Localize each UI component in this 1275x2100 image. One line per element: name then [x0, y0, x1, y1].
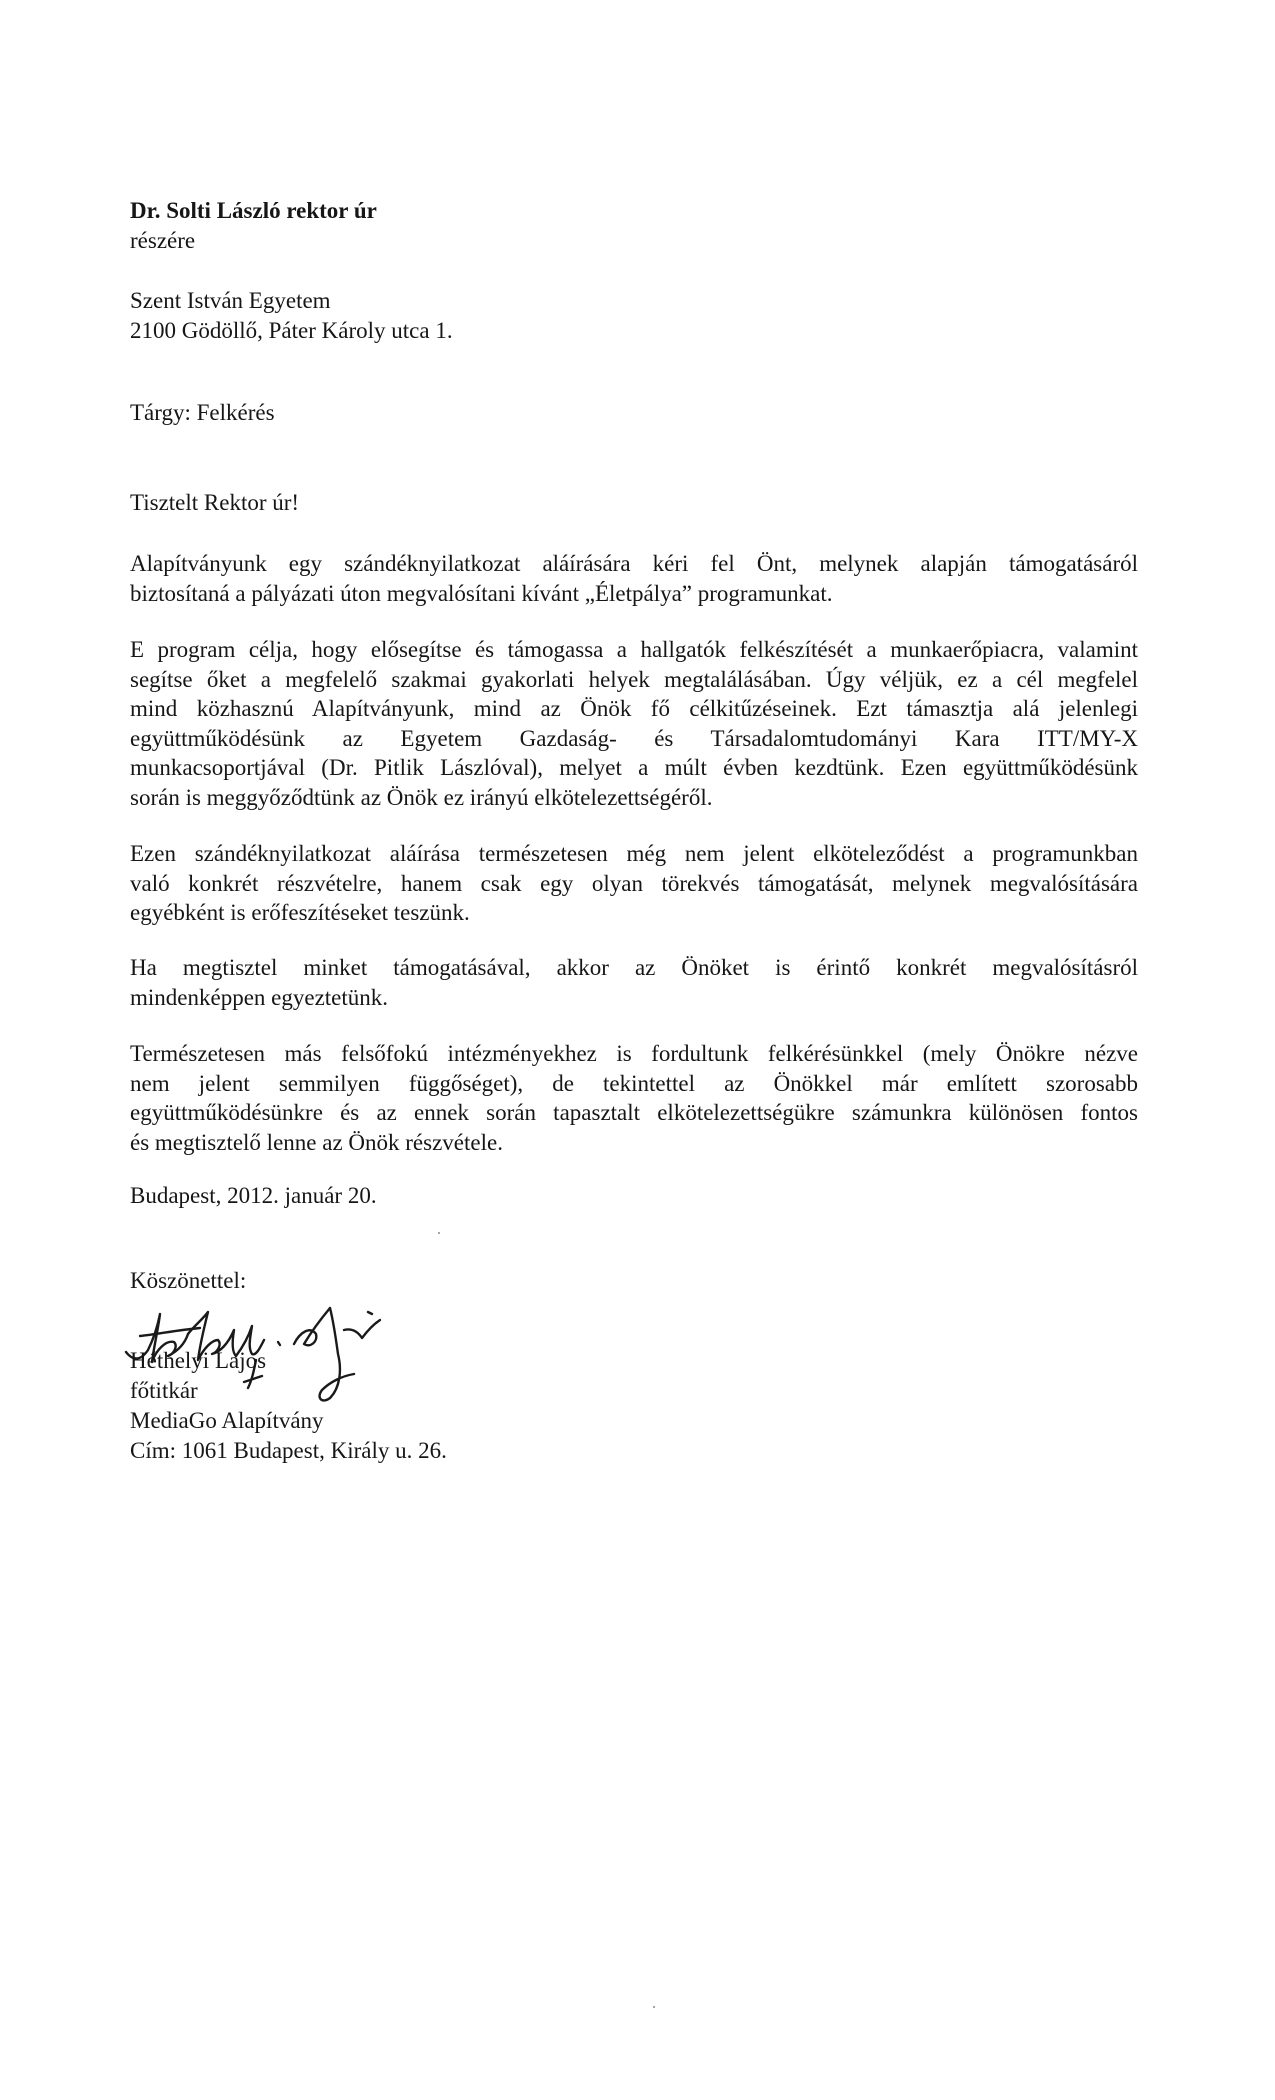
closing: Köszönettel: [130, 1268, 247, 1293]
paragraph-line: mind közhasznú Alapítványunk, mind az Önök fő célkitűzéseinek. Ezt támasztja alá jelenlegi [130, 696, 1138, 721]
paragraph-line: munkacsoportjával (Dr. Pitlik Lászlóval), melyet a múlt évben kezdtünk. Ezen együttműködésünk [130, 755, 1138, 780]
recipient-for: részére [130, 228, 196, 253]
paragraph-line: Ha megtisztel minket támogatásával, akkor az Önöket is érintő konkrét megvalósításról [130, 955, 1138, 980]
paragraph-line: való konkrét részvételre, hanem csak egy olyan törekvés támogatását, melynek megvalósítására [130, 870, 1138, 896]
paragraph-line: biztosítaná a pályázati úton megvalósítani kívánt „Életpálya” programunkat. [130, 580, 833, 606]
sender-organization: MediaGo Alapítvány [130, 1408, 324, 1433]
scan-speck [438, 1232, 440, 1234]
recipient-institution: Szent István Egyetem [130, 288, 331, 313]
paragraph-line: Alapítványunk egy szándéknyilatkozat aláírására kéri fel Önt, melynek alapján támogatásáról [130, 551, 1138, 576]
paragraph-line: mindenképpen egyeztetünk. [130, 984, 389, 1010]
paragraph-line: során is meggyőződtünk az Önök ez irányú elkötelezettségéről. [130, 784, 713, 810]
paragraph-5 [130, 1039, 1138, 1157]
paragraph-2 [130, 635, 1138, 812]
paragraph-line: egyébként is erőfeszítéseket teszünk. [130, 900, 470, 925]
salutation: Tisztelt Rektor úr! [130, 490, 300, 515]
paragraph-line: együttműködésünk az Egyetem Gazdaság- és Társadalomtudományi Kara ITT/MY-X [130, 725, 1138, 751]
paragraph-line: segítse őket a megfelelő szakmai gyakorlati helyek megtalálásában. Úgy véljük, ez a cél megfelel [130, 666, 1138, 692]
subject-line: Tárgy: Felkérés [130, 400, 275, 425]
paragraph-line: Ezen szándéknyilatkozat aláírása természetesen még nem jelent elköteleződést a programunkban [130, 841, 1138, 866]
paragraph-line: nem jelent semmilyen függőséget), de tekintettel az Önökkel már említett szorosabb [130, 1070, 1138, 1096]
recipient-name: Dr. Solti László rektor úr [130, 198, 377, 223]
paragraph-1 [130, 549, 1138, 608]
place-date: Budapest, 2012. január 20. [130, 1183, 377, 1208]
paragraph-line: Természetesen más felsőfokú intézményekhez is fordultunk felkérésünkkel (mely Önökre nézve [130, 1041, 1138, 1066]
sender-address: Cím: 1061 Budapest, Király u. 26. [130, 1438, 447, 1463]
sender-name: Héthelyi Lajos [130, 1348, 267, 1373]
paragraph-4 [130, 953, 1138, 1012]
paragraph-3 [130, 839, 1138, 928]
scan-speck [653, 2006, 655, 2008]
paragraph-line: és megtisztelő lenne az Önök részvétele. [130, 1129, 503, 1155]
paragraph-line: E program célja, hogy elősegítse és támogassa a hallgatók felkészítését a munkaerőpiacra, valamint [130, 637, 1138, 662]
recipient-address: 2100 Gödöllő, Páter Károly utca 1. [130, 318, 453, 343]
paragraph-line: együttműködésünkre és az ennek során tapasztalt elkötelezettségükre számunkra különösen fontos [130, 1100, 1138, 1125]
sender-title: főtitkár [130, 1378, 198, 1403]
